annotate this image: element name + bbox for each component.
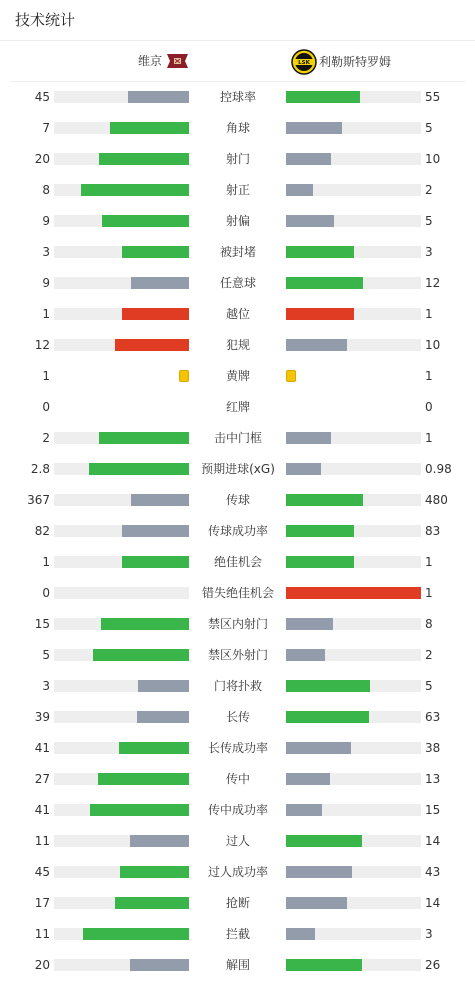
stat-label: 传球 — [225, 493, 250, 507]
home-stat-fill — [131, 277, 189, 289]
home-stat-bar — [54, 680, 189, 692]
home-stat-bar — [54, 866, 189, 878]
home-stat-value: 20 — [34, 958, 50, 972]
home-stat-value: 367 — [27, 493, 50, 507]
away-stat-fill — [286, 525, 354, 537]
home-stat-fill — [90, 804, 189, 816]
away-stat-bar — [286, 277, 421, 289]
stat-row — [0, 950, 475, 981]
home-stat-value: 39 — [34, 710, 50, 724]
away-stat-value: 1 — [425, 586, 433, 600]
away-stat-fill — [286, 897, 347, 909]
away-stat-fill — [286, 246, 354, 258]
away-stat-value: 14 — [425, 896, 441, 910]
stat-label: 黄牌 — [225, 369, 250, 383]
away-stat-bar — [286, 711, 421, 723]
stat-label: 抢断 — [225, 896, 250, 910]
home-team[interactable] — [138, 51, 189, 71]
away-stat-fill — [286, 184, 313, 196]
away-stat-fill — [286, 711, 369, 723]
home-stat-fill — [137, 711, 189, 723]
away-stat-value: 63 — [425, 710, 441, 724]
away-stat-fill — [286, 91, 360, 103]
home-stat-value: 11 — [34, 927, 50, 941]
home-stat-bar — [54, 308, 189, 320]
home-stat-value: 1 — [42, 369, 50, 383]
stat-label: 传中成功率 — [207, 803, 268, 817]
home-stat-value: 15 — [34, 617, 50, 631]
home-stat-bar — [54, 928, 189, 940]
away-stat-bar — [286, 897, 421, 909]
away-stat-bar — [286, 494, 421, 506]
stat-label: 红牌 — [225, 400, 250, 414]
home-stat-value: 17 — [34, 896, 50, 910]
home-stat-fill — [89, 463, 189, 475]
away-stat-bar — [286, 680, 421, 692]
stat-row — [0, 547, 475, 578]
away-stat-value: 1 — [425, 369, 433, 383]
home-stat-bar — [54, 618, 189, 630]
away-stat-bar — [286, 122, 421, 134]
home-stat-fill — [122, 525, 189, 537]
away-stat-fill — [286, 432, 331, 444]
home-stat-bar — [54, 463, 189, 475]
away-stat-bar — [286, 835, 421, 847]
stat-label: 射偏 — [225, 214, 250, 228]
stat-row — [0, 113, 475, 144]
away-stat-value: 15 — [425, 803, 441, 817]
away-stat-value: 480 — [425, 493, 448, 507]
away-stat-value: 10 — [425, 152, 441, 166]
home-stat-value: 1 — [42, 555, 50, 569]
stat-label: 控球率 — [219, 90, 256, 104]
stat-label: 长传成功率 — [207, 741, 268, 755]
stat-label: 被封堵 — [219, 245, 256, 259]
home-stat-fill — [102, 215, 189, 227]
teams-header — [10, 44, 465, 82]
home-stat-bar — [54, 153, 189, 165]
stat-row — [0, 82, 475, 113]
home-stat-value: 1 — [42, 307, 50, 321]
away-stat-value: 10 — [425, 338, 441, 352]
stat-row — [0, 299, 475, 330]
home-stat-bar — [54, 556, 189, 568]
stat-row — [0, 702, 475, 733]
home-stat-fill — [130, 959, 189, 971]
away-stat-value: 55 — [425, 90, 441, 104]
stat-label: 犯规 — [225, 338, 250, 352]
home-stat-bar — [54, 432, 189, 444]
home-stat-bar — [54, 246, 189, 258]
stat-label: 越位 — [225, 307, 250, 321]
stat-row — [0, 175, 475, 206]
stat-label: 预期进球(xG) — [201, 462, 275, 476]
stat-row — [0, 733, 475, 764]
away-stat-bar — [286, 587, 421, 599]
away-stat-fill — [286, 215, 334, 227]
home-stat-fill — [115, 897, 189, 909]
stat-row — [0, 237, 475, 268]
away-stat-bar — [286, 401, 421, 413]
home-stat-value: 3 — [42, 679, 50, 693]
home-stat-bar — [54, 804, 189, 816]
away-stat-value: 3 — [425, 245, 433, 259]
away-stat-value: 5 — [425, 121, 433, 135]
stat-row — [0, 516, 475, 547]
home-stat-bar — [54, 649, 189, 661]
stat-label: 角球 — [225, 121, 250, 135]
stat-row — [0, 144, 475, 175]
stat-label: 传球成功率 — [207, 524, 268, 538]
home-stat-bar — [54, 370, 189, 382]
away-stat-bar — [286, 308, 421, 320]
away-stat-bar — [286, 959, 421, 971]
home-stat-value: 20 — [34, 152, 50, 166]
home-stat-fill — [131, 494, 189, 506]
stat-label: 解围 — [225, 958, 250, 972]
stat-row — [0, 609, 475, 640]
away-stat-value: 83 — [425, 524, 441, 538]
home-stat-bar — [54, 711, 189, 723]
away-stat-bar — [286, 153, 421, 165]
home-stat-fill — [101, 618, 189, 630]
home-stat-fill — [83, 928, 189, 940]
away-stat-bar — [286, 184, 421, 196]
stat-label: 绝佳机会 — [213, 555, 262, 569]
home-stat-bar — [54, 494, 189, 506]
home-team-name: 维京 — [137, 54, 162, 68]
home-stat-fill — [115, 339, 189, 351]
away-stat-value: 0 — [425, 400, 433, 414]
away-stat-fill — [286, 277, 363, 289]
away-stat-bar — [286, 742, 421, 754]
away-stat-value: 14 — [425, 834, 441, 848]
home-stat-bar — [54, 401, 189, 413]
away-stat-value: 43 — [425, 865, 441, 879]
home-stat-bar — [54, 897, 189, 909]
home-stat-value: 9 — [42, 214, 50, 228]
away-stat-value: 1 — [425, 307, 433, 321]
home-stat-bar — [54, 122, 189, 134]
yellow-card-icon — [179, 370, 189, 382]
stat-row — [0, 330, 475, 361]
away-stat-fill — [286, 339, 347, 351]
home-stat-bar — [54, 742, 189, 754]
stat-row — [0, 764, 475, 795]
away-stat-bar — [286, 773, 421, 785]
lsk-crest-icon — [291, 49, 317, 75]
lsk-logo-text: LSK — [298, 60, 310, 66]
home-stat-bar — [54, 587, 189, 599]
home-stat-value: 3 — [42, 245, 50, 259]
away-stat-fill — [286, 494, 363, 506]
stat-row — [0, 454, 475, 485]
home-stat-value: 0 — [42, 400, 50, 414]
away-stat-fill — [286, 556, 354, 568]
home-stat-fill — [81, 184, 189, 196]
home-stat-value: 82 — [34, 524, 50, 538]
stat-label: 射正 — [225, 183, 250, 197]
away-stat-bar — [286, 649, 421, 661]
away-stat-bar — [286, 804, 421, 816]
home-stat-fill — [98, 773, 189, 785]
home-stat-fill — [138, 680, 189, 692]
home-stat-value: 45 — [34, 865, 50, 879]
away-stat-value: 2 — [425, 183, 433, 197]
home-stat-fill — [122, 556, 190, 568]
stat-label: 任意球 — [219, 276, 256, 290]
stat-row — [0, 919, 475, 950]
away-stat-fill — [286, 835, 362, 847]
away-stat-fill — [286, 959, 362, 971]
away-stat-bar — [286, 618, 421, 630]
away-stat-bar — [286, 91, 421, 103]
home-stat-bar — [54, 184, 189, 196]
home-stat-fill — [93, 649, 189, 661]
away-stat-bar — [286, 556, 421, 568]
home-stat-bar — [54, 525, 189, 537]
stat-label: 拦截 — [225, 927, 250, 941]
away-stat-bar — [286, 246, 421, 258]
away-stat-value: 1 — [425, 431, 433, 445]
away-stat-value: 0.98 — [425, 462, 452, 476]
stats-list — [0, 82, 475, 981]
away-stat-bar — [286, 339, 421, 351]
away-stat-fill — [286, 680, 370, 692]
away-stat-bar — [286, 525, 421, 537]
away-stat-bar — [286, 463, 421, 475]
away-stat-bar — [286, 432, 421, 444]
stat-row — [0, 826, 475, 857]
away-stat-value: 2 — [425, 648, 433, 662]
stat-row — [0, 857, 475, 888]
stat-row — [0, 392, 475, 423]
stat-label: 长传 — [225, 710, 250, 724]
stat-label: 过人 — [225, 834, 250, 848]
home-stat-bar — [54, 773, 189, 785]
home-stat-value: 5 — [42, 648, 50, 662]
stat-row — [0, 485, 475, 516]
stat-label: 错失绝佳机会 — [201, 586, 274, 600]
away-team[interactable] — [291, 49, 391, 75]
stat-row — [0, 361, 475, 392]
stat-row — [0, 423, 475, 454]
away-stat-fill — [286, 742, 351, 754]
viking-crest-icon — [166, 53, 189, 69]
away-stat-fill — [286, 463, 321, 475]
away-stat-fill — [286, 618, 333, 630]
stat-row — [0, 671, 475, 702]
title-divider — [0, 40, 475, 41]
away-stat-value: 5 — [425, 214, 433, 228]
away-stat-fill — [286, 122, 342, 134]
home-stat-fill — [130, 835, 189, 847]
away-stat-fill — [286, 773, 330, 785]
home-stat-value: 27 — [34, 772, 50, 786]
home-stat-fill — [120, 866, 189, 878]
away-stat-fill — [286, 866, 352, 878]
home-stat-fill — [119, 742, 189, 754]
away-stat-bar — [286, 866, 421, 878]
yellow-card-icon — [286, 370, 296, 382]
stat-row — [0, 795, 475, 826]
stat-label: 禁区外射门 — [207, 648, 268, 662]
away-stat-value: 3 — [425, 927, 433, 941]
away-stat-value: 13 — [425, 772, 441, 786]
home-stat-value: 41 — [34, 741, 50, 755]
home-stat-fill — [110, 122, 189, 134]
page-title: 技术统计 — [15, 11, 76, 29]
stat-label: 门将扑救 — [213, 679, 262, 693]
away-team-name: 利勒斯特罗姆 — [319, 55, 392, 69]
stat-label: 传中 — [225, 772, 250, 786]
home-stat-bar — [54, 215, 189, 227]
home-stat-value: 11 — [34, 834, 50, 848]
away-stat-bar — [286, 215, 421, 227]
home-stat-value: 8 — [42, 183, 50, 197]
home-stat-value: 41 — [34, 803, 50, 817]
home-stat-value: 12 — [34, 338, 50, 352]
stat-row — [0, 268, 475, 299]
away-stat-value: 5 — [425, 679, 433, 693]
home-stat-fill — [122, 308, 190, 320]
home-stat-fill — [128, 91, 189, 103]
stat-row — [0, 888, 475, 919]
home-stat-value: 2 — [42, 431, 50, 445]
stat-label: 射门 — [225, 152, 250, 166]
away-stat-value: 1 — [425, 555, 433, 569]
away-stat-value: 8 — [425, 617, 433, 631]
home-stat-value: 45 — [34, 90, 50, 104]
stat-label: 击中门框 — [213, 431, 262, 445]
home-stat-value: 9 — [42, 276, 50, 290]
stat-row — [0, 206, 475, 237]
home-stat-value: 0 — [42, 586, 50, 600]
away-stat-bar — [286, 370, 421, 382]
stat-label: 过人成功率 — [207, 865, 268, 879]
home-stat-bar — [54, 959, 189, 971]
home-stat-bar — [54, 277, 189, 289]
home-stat-bar — [54, 835, 189, 847]
away-stat-value: 26 — [425, 958, 441, 972]
away-stat-fill — [286, 928, 315, 940]
away-stat-value: 12 — [425, 276, 441, 290]
away-stat-value: 38 — [425, 741, 441, 755]
away-stat-fill — [286, 153, 331, 165]
home-stat-bar — [54, 339, 189, 351]
stat-label: 禁区内射门 — [207, 617, 268, 631]
home-stat-value: 7 — [42, 121, 50, 135]
away-stat-fill — [286, 308, 354, 320]
home-stat-fill — [122, 246, 190, 258]
away-stat-bar — [286, 928, 421, 940]
away-stat-fill — [286, 587, 421, 599]
away-stat-fill — [286, 804, 322, 816]
stat-row — [0, 640, 475, 671]
away-stat-fill — [286, 649, 325, 661]
home-stat-value: 2.8 — [30, 462, 50, 476]
home-stat-fill — [99, 432, 189, 444]
home-stat-fill — [99, 153, 189, 165]
home-stat-bar — [54, 91, 189, 103]
stat-row — [0, 578, 475, 609]
